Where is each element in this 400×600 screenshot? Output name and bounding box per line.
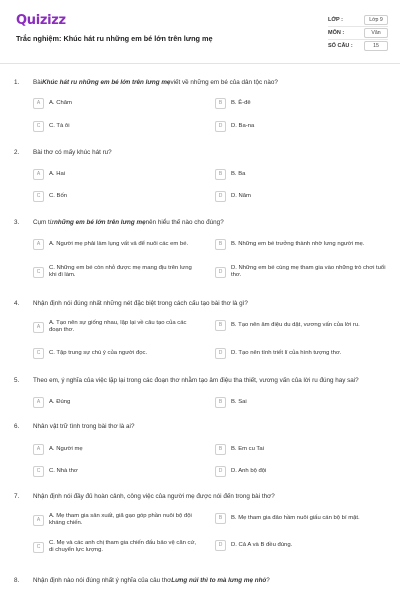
option-d[interactable]	[215, 466, 390, 477]
option-b[interactable]	[215, 397, 390, 408]
quizizz-logo: Quizizz	[16, 13, 66, 28]
option-b[interactable]	[215, 239, 390, 250]
option-text: D. Những em bé cùng mẹ tham gia vào những trò chơi tuổi thơ.	[231, 265, 386, 278]
option-text: B. Tạo nên âm điệu du dặt, vương vấn của lời ru.	[231, 322, 360, 328]
option-text: D. Năm	[231, 193, 251, 199]
meta-label: MÔN :	[328, 30, 345, 36]
question-number: 3.	[14, 219, 20, 226]
option-text: A. Chăm	[49, 100, 72, 106]
option-letter-badge: D	[215, 267, 226, 278]
option-text: D. Cả A và B đều đúng.	[231, 542, 293, 548]
option-letter-badge: A	[33, 98, 44, 109]
question-text	[33, 377, 388, 385]
option-b[interactable]	[215, 98, 390, 109]
question-text-part: Bài	[33, 79, 43, 86]
question-text-part: Nhân vật trữ tình trong bài thơ là ai?	[33, 423, 135, 430]
meta-row-class	[328, 13, 388, 26]
question-text-emphasis: Khúc hát ru những em bé lớn trên lưng mẹ	[42, 79, 171, 86]
option-letter-badge: C	[33, 267, 44, 278]
option-letter-badge: B	[215, 444, 226, 455]
meta-value-count: 15	[364, 41, 388, 51]
option-letter-badge: A	[33, 239, 44, 250]
option-b[interactable]	[215, 444, 390, 455]
option-a[interactable]	[33, 320, 197, 334]
option-letter-badge: D	[215, 466, 226, 477]
option-c[interactable]	[33, 265, 197, 279]
question-text-part: Bài thơ có mấy khúc hát ru?	[33, 149, 112, 156]
option-letter-badge: C	[33, 121, 44, 132]
option-c[interactable]	[33, 348, 197, 359]
option-a[interactable]	[33, 169, 197, 180]
option-text: C. Mẹ và các anh chị tham gia chiến đấu bảo vệ căn cứ, di chuyển lực lượng.	[49, 540, 197, 553]
option-text: C. Những em bé còn nhỏ được mẹ mang địu trên lưng khi đi làm.	[49, 265, 192, 278]
option-d[interactable]	[215, 121, 390, 132]
question-text	[33, 219, 388, 227]
option-d[interactable]	[215, 348, 390, 359]
option-letter-badge: D	[215, 191, 226, 202]
option-text: A. Tạo nên sự giống nhau, lặp lại về câu tạo của các đoạn thơ.	[49, 320, 187, 333]
option-text: D. Tạo nên tính triết lí của hình tượng thơ.	[231, 350, 342, 356]
option-a[interactable]	[33, 513, 197, 527]
option-text: B. Mẹ tham gia đảo hầm nuôi giấu cán bộ bí mật.	[231, 515, 360, 521]
option-c[interactable]	[33, 191, 197, 202]
question-text	[33, 79, 388, 87]
option-text: B. Sai	[231, 399, 247, 405]
question-text-part: Theo em, ý nghĩa của việc lặp lại trong các đoạn thơ nhằm tạo âm điệu tha thiết, vương vấn của lời ru đúng hay sai?	[33, 377, 359, 384]
option-text: C. Bốn	[49, 193, 68, 199]
meta-row-subject	[328, 26, 388, 39]
question-number: 1.	[14, 79, 20, 86]
meta-row-count	[328, 39, 388, 52]
question-text	[33, 149, 388, 157]
question-text	[33, 493, 388, 501]
option-text: A. Hai	[49, 171, 66, 177]
question-number: 7.	[14, 493, 20, 500]
option-text: C. Nhà thơ	[49, 468, 78, 474]
question-text-part: ?	[266, 577, 270, 584]
question-number: 6.	[14, 423, 20, 430]
meta-value-subject: Văn	[364, 28, 388, 38]
question-number: 5.	[14, 377, 20, 384]
option-a[interactable]	[33, 444, 197, 455]
option-text: B. Ba	[231, 171, 246, 177]
option-text: A. Mẹ tham gia sản xuất, giã gạo góp phần nuôi bộ đội kháng chiến.	[49, 513, 192, 526]
question-text-part: Cụm từ	[33, 219, 55, 226]
option-c[interactable]	[33, 121, 197, 132]
question-text-part: viết về những em bé của dân tộc nào?	[170, 79, 278, 86]
option-letter-badge: B	[215, 98, 226, 109]
option-a[interactable]	[33, 98, 197, 109]
option-b[interactable]	[215, 513, 390, 524]
option-b[interactable]	[215, 169, 390, 180]
question-text-emphasis: những em bé lớn trên lưng mẹ	[54, 219, 146, 226]
question-text-part: Nhận định nói đúng nhất những nét đặc biệt trong cách cấu tạo bài thơ là gì?	[33, 300, 248, 307]
option-d[interactable]	[215, 540, 390, 551]
option-letter-badge: B	[215, 169, 226, 180]
question-text	[33, 300, 388, 308]
option-letter-badge: C	[33, 542, 44, 553]
quiz-title: Trắc nghiệm: Khúc hát ru những em bé lớn trên lưng mẹ	[16, 34, 213, 43]
option-letter-badge: A	[33, 515, 44, 526]
option-letter-badge: A	[33, 322, 44, 333]
option-letter-badge: C	[33, 191, 44, 202]
option-text: B. Em cu Tai	[231, 446, 264, 452]
option-text: D. Anh bộ đội	[231, 468, 267, 474]
option-text: B. Những em bé trưởng thành nhờ lưng người mẹ.	[231, 241, 365, 247]
worksheet-header	[0, 0, 400, 64]
option-text: C. Tà ôi	[49, 123, 70, 129]
question-text-part: nên hiểu thế nào cho đúng?	[145, 219, 224, 226]
option-letter-badge: D	[215, 121, 226, 132]
option-text: A. Người mẹ	[49, 446, 83, 452]
option-letter-badge: D	[215, 540, 226, 551]
question-number: 8.	[14, 577, 20, 584]
option-d[interactable]	[215, 191, 390, 202]
option-text: B. Ê-đê	[231, 100, 251, 106]
option-letter-badge: A	[33, 169, 44, 180]
option-c[interactable]	[33, 540, 197, 554]
question-text-emphasis: Lưng núi thì to mà lưng mẹ nhỏ	[171, 577, 267, 584]
option-b[interactable]	[215, 320, 390, 331]
question-text	[33, 423, 388, 431]
option-letter-badge: A	[33, 397, 44, 408]
question-text	[33, 577, 388, 585]
option-a[interactable]	[33, 239, 197, 250]
option-letter-badge: C	[33, 348, 44, 359]
option-letter-badge: B	[215, 239, 226, 250]
option-letter-badge: C	[33, 466, 44, 477]
meta-panel	[328, 13, 388, 52]
meta-label: SỐ CÂU :	[328, 43, 353, 49]
option-letter-badge: D	[215, 348, 226, 359]
question-number: 4.	[14, 300, 20, 307]
option-a[interactable]	[33, 397, 197, 408]
option-letter-badge: B	[215, 397, 226, 408]
option-letter-badge: B	[215, 320, 226, 331]
question-number: 2.	[14, 149, 20, 156]
option-text: A. Đúng	[49, 399, 71, 405]
option-letter-badge: B	[215, 513, 226, 524]
option-letter-badge: A	[33, 444, 44, 455]
meta-value-class: Lớp 9	[364, 15, 388, 25]
option-d[interactable]	[215, 265, 390, 279]
meta-label: LỚP :	[328, 16, 343, 23]
option-text: D. Ba-na	[231, 123, 255, 129]
question-text-part: Nhận định nào nói đúng nhất ý nghĩa của câu thơ	[33, 577, 172, 584]
option-text: A. Người mẹ phải làm lụng vất vả để nuôi các em bé.	[49, 241, 189, 247]
option-text: C. Tập trung sự chú ý của người đọc.	[49, 350, 148, 356]
question-text-part: Nhận định nói đầy đủ hoàn cảnh, công việc của người mẹ được nói đến trong bài thơ?	[33, 493, 275, 500]
option-c[interactable]	[33, 466, 197, 477]
